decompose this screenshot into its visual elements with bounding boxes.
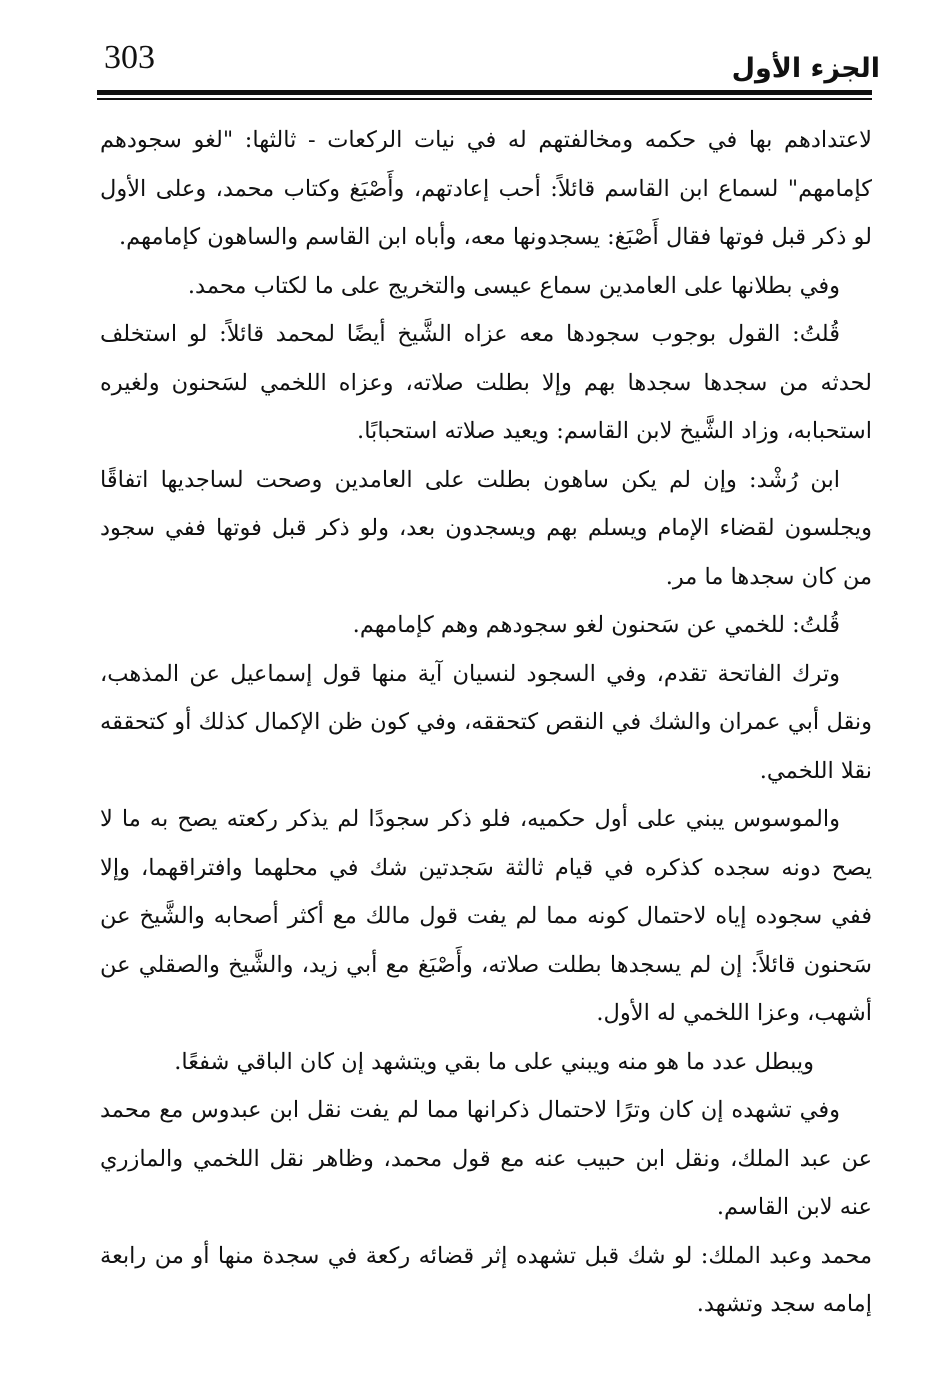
paragraph: قُلتُ: للخمي عن سَحنون لغو سجودهم وهم كإمامهم. [352, 612, 840, 638]
body-text [100, 116, 872, 1329]
header-rule-thick [97, 90, 872, 95]
paragraph: لاعتدادهم بها في حكمه ومخالفتهم له في نيات الركعات - ثالثها: "لغو سجودهم كإمامهم" لسماع ابن القاسم قائلاً: أحب إعادتهم، وأَصْبَغ وكتاب محمد، وعلى الأول لو ذكر قبل فوتها فقال أَصْبَغ: يسجدونها معه، وأباه ابن القاسم والساهون كإمامهم. [100, 127, 872, 250]
page-number: 303 [104, 39, 155, 76]
paragraph: وترك الفاتحة تقدم، وفي السجود لنسيان آية منها قول إسماعيل عن المذهب، ونقل أبي عمران والشك في النقص كتحققه، وفي كون ظن الإكمال كذلك أو كتحققه نقلا اللخمي. [100, 660, 872, 784]
paragraph: والموسوس يبني على أول حكميه، فلو ذكر سجودًا لم يذكر ركعته يصح به ما لا يصح دونه سجده كذكره في قيام ثالثة سَجدتين شك في محلهما وافتراقهما، وإلا ففي سجوده إياه لاحتمال كونه مما لم يفت قول مالك مع أكثر أصحابه والشَّيخ عن سَحنون قائلاً: إن لم يسجدها بطلت صلاته، وأَصْبَغ مع أبي زيد، والشَّيخ والصقلي عن أشهب، وعزا اللخمي له الأول. [100, 806, 872, 1026]
paragraph: قُلتُ: القول بوجوب سجودها معه عزاه الشَّيخ أيضًا لمحمد قائلاً: لو استخلف لحدثه من سجدها سجدها بهم وإلا بطلت صلاته، وعزاه اللخمي لسَحنون ولغيره استحبابه، وزاد الشَّيخ لابن القاسم: ويعيد صلاته استحبابًا. [100, 321, 872, 444]
paragraph: وفي بطلانها على العامدين سماع عيسى والتخريج على ما لكتاب محمد. [187, 272, 840, 299]
paragraph: محمد وعبد الملك: لو شك قبل تشهده إثر قضائه ركعة في سجدة منها أو من رابعة إمامه سجد وتشهد. [100, 1242, 872, 1317]
paragraph: ابن رُشْد: وإن لم يكن ساهون بطلت على العامدين وصحت لساجديها اتفاقًا ويجلسون لقضاء الإمام ويسلم بهم ويسجدون بعد، ولو ذكر قبل فوتها ففي سجود من كان سجدها ما مر. [100, 466, 872, 590]
paragraph: ويبطل عدد ما هو منه ويبني على ما بقي ويتشهد إن كان الباقي شفعًا. [174, 1048, 814, 1075]
running-header-title: الجزء الأول [731, 53, 880, 84]
paragraph: وفي تشهده إن كان وترًا لاحتمال ذكرانها مما لم يفت نقل ابن عبدوس مع محمد عن عبد الملك، ونقل ابن حبيب عنه مع قول محمد، وظاهر نقل اللخمي والمازري عنه لابن القاسم. [100, 1097, 872, 1220]
header-rule-thin [97, 98, 872, 100]
